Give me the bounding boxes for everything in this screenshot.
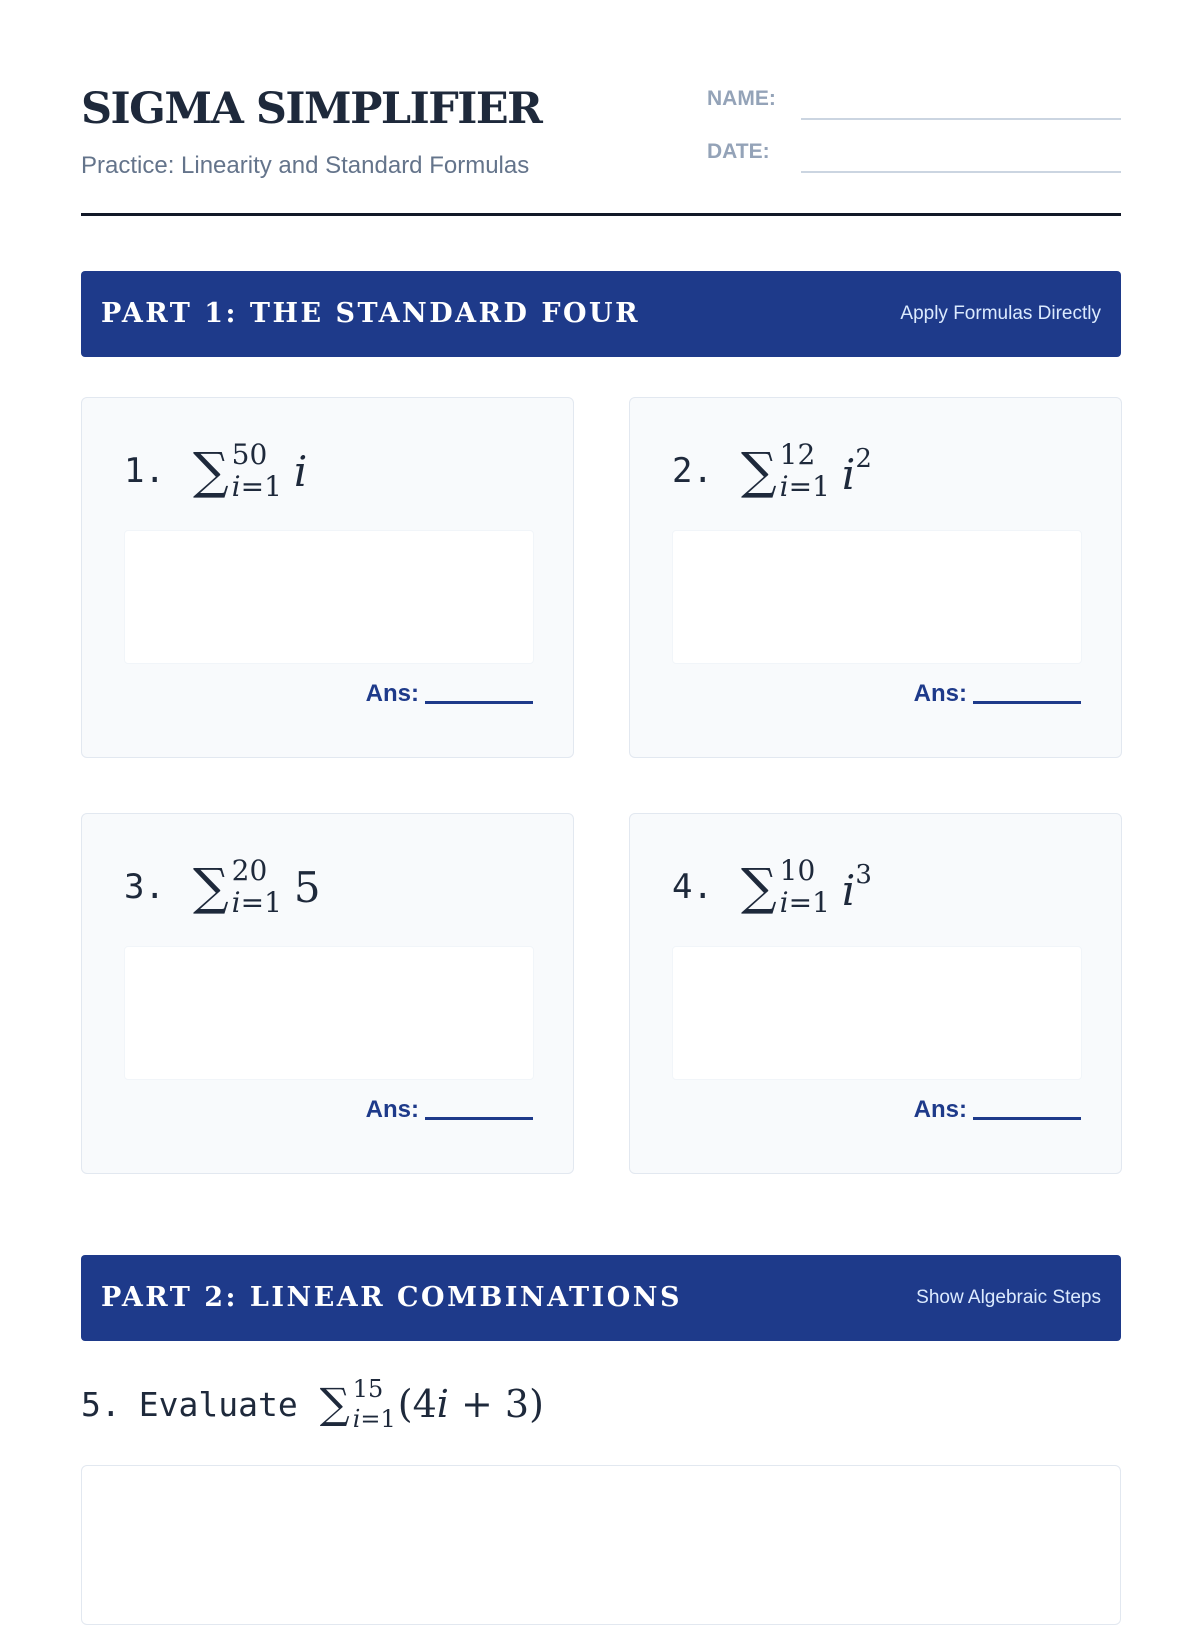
summand-exponent: 3 <box>855 859 872 890</box>
lower-limit <box>231 886 282 919</box>
sigma-symbol: ∑ <box>192 442 229 500</box>
problem-number: 5. <box>81 1384 121 1424</box>
lower-limit <box>779 470 830 503</box>
answer-label: Ans: <box>913 680 967 707</box>
summation <box>740 438 830 503</box>
sigma-expression <box>740 438 872 503</box>
part1-note: Apply Formulas Directly <box>900 303 1101 324</box>
problem-statement <box>672 852 872 922</box>
sum-limits <box>779 438 830 503</box>
sigma-symbol: ∑ <box>740 442 777 500</box>
answer-field <box>366 1096 533 1124</box>
summand <box>398 1382 544 1426</box>
problem-number: 2. <box>672 451 713 491</box>
upper-limit: 50 <box>231 438 268 471</box>
summand <box>842 444 872 499</box>
lower-limit-value: =1 <box>360 1405 396 1433</box>
answer-line[interactable] <box>973 1097 1081 1120</box>
problem-number: 4. <box>672 867 713 907</box>
upper-limit: 15 <box>352 1375 384 1403</box>
lower-limit <box>353 1407 396 1431</box>
part1-title: PART 1: THE STANDARD FOUR <box>101 298 641 329</box>
answer-label: Ans: <box>365 680 419 707</box>
lower-limit-value: =1 <box>788 886 830 919</box>
index-variable: i <box>779 886 789 919</box>
sum-limits <box>779 854 830 919</box>
answer-label: Ans: <box>913 1096 967 1123</box>
part2-note: Show Algebraic Steps <box>916 1287 1101 1308</box>
sigma-expression <box>740 854 872 919</box>
problem-number: 1. <box>124 451 165 491</box>
answer-field <box>914 1096 1081 1124</box>
index-variable: i <box>231 470 241 503</box>
summand-base: i <box>841 449 856 499</box>
lower-limit-value: =1 <box>240 886 282 919</box>
problem-card-4 <box>629 813 1122 1174</box>
work-area-problem-5[interactable] <box>81 1465 1121 1625</box>
problem-card-2 <box>629 397 1122 758</box>
summand-base: i <box>293 446 308 496</box>
summation <box>192 854 282 919</box>
work-area[interactable] <box>672 530 1082 664</box>
name-label: NAME: <box>707 87 776 110</box>
worksheet-subtitle: Practice: Linearity and Standard Formulas <box>81 152 530 179</box>
part1-banner <box>81 271 1121 357</box>
answer-line[interactable] <box>425 681 533 704</box>
index-variable: i <box>231 886 241 919</box>
summation <box>192 438 282 503</box>
index-variable: i <box>352 1405 361 1433</box>
problem-statement <box>124 852 321 922</box>
summand-base: i <box>841 865 856 915</box>
upper-limit: 20 <box>231 854 268 887</box>
lower-limit <box>231 470 282 503</box>
date-line <box>801 171 1121 173</box>
problem-statement <box>124 436 307 506</box>
sum-limits <box>231 854 282 919</box>
summand-open: (4 <box>397 1382 437 1426</box>
upper-limit: 10 <box>779 854 816 887</box>
sigma-expression <box>320 1377 544 1431</box>
worksheet-header <box>81 82 1121 216</box>
name-line <box>801 118 1121 120</box>
worksheet-title: SIGMA SIMPLIFIER <box>81 84 542 134</box>
lower-limit-value: =1 <box>240 470 282 503</box>
problem-5-statement <box>81 1377 544 1431</box>
summation <box>740 854 830 919</box>
sigma-expression <box>192 438 308 503</box>
part2-banner <box>81 1255 1121 1341</box>
work-area[interactable] <box>124 946 534 1080</box>
work-area[interactable] <box>124 530 534 664</box>
sigma-symbol: ∑ <box>740 858 777 916</box>
date-label: DATE: <box>707 140 770 163</box>
summand-exponent: 2 <box>855 443 872 474</box>
problem-number: 3. <box>124 867 165 907</box>
sigma-symbol: ∑ <box>319 1379 350 1428</box>
summand-variable: i <box>436 1382 449 1426</box>
lower-limit-value: =1 <box>788 470 830 503</box>
summation <box>320 1377 396 1431</box>
summand <box>842 860 872 915</box>
summand <box>294 863 321 912</box>
lower-limit <box>779 886 830 919</box>
sigma-expression <box>192 854 321 919</box>
summand <box>294 447 307 496</box>
problem-instruction: Evaluate <box>138 1384 298 1424</box>
answer-label: Ans: <box>365 1096 419 1123</box>
sum-limits <box>353 1377 396 1431</box>
problem-statement <box>672 436 872 506</box>
answer-line[interactable] <box>425 1097 533 1120</box>
sigma-symbol: ∑ <box>192 858 229 916</box>
problem-card-1 <box>81 397 574 758</box>
summand-close: + 3) <box>448 1382 544 1426</box>
sum-limits <box>231 438 282 503</box>
answer-line[interactable] <box>973 681 1081 704</box>
index-variable: i <box>779 470 789 503</box>
problem-card-3 <box>81 813 574 1174</box>
part2-title: PART 2: LINEAR COMBINATIONS <box>101 1282 682 1313</box>
summand-base: 5 <box>293 862 321 912</box>
answer-field <box>366 680 533 708</box>
work-area[interactable] <box>672 946 1082 1080</box>
upper-limit: 12 <box>779 438 816 471</box>
answer-field <box>914 680 1081 708</box>
